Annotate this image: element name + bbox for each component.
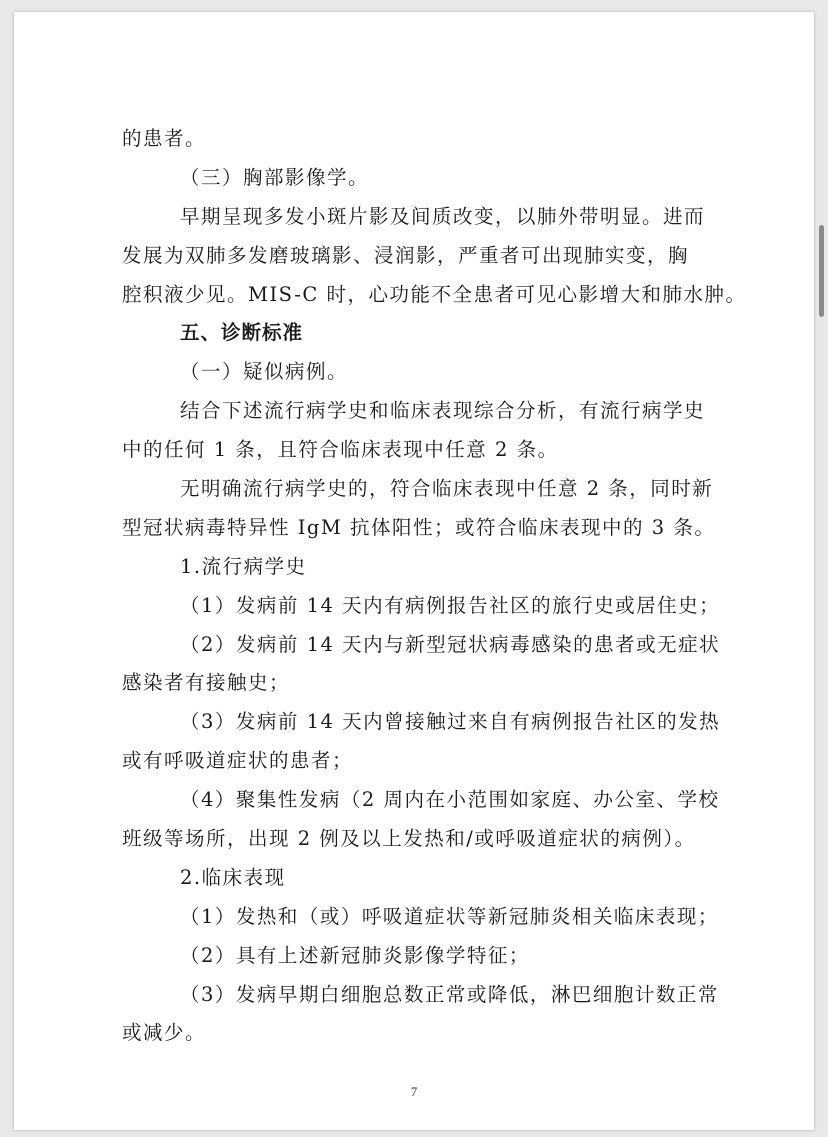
text-line: 中的任何 1 条，且符合临床表现中任意 2 条。 <box>122 438 559 462</box>
document-body <box>122 120 747 1053</box>
text-line: （一）疑似病例。 <box>180 360 349 384</box>
text-line: 无明确流行病学史的，符合临床表现中任意 2 条，同时新 <box>180 477 714 501</box>
text-line: 或减少。 <box>122 1021 207 1045</box>
scrollbar-thumb[interactable] <box>819 225 824 317</box>
text-line: 感染者有接触史； <box>122 671 291 695</box>
text-line: （3）发病早期白细胞总数正常或降低，淋巴细胞计数正常 <box>180 982 719 1006</box>
text-line: 型冠状病毒特异性 IgM 抗体阳性；或符合临床表现中的 3 条。 <box>122 515 716 539</box>
text-line: （三）胸部影像学。 <box>180 165 370 189</box>
text-line: 1.流行病学史 <box>180 554 307 578</box>
text-line: （2）发病前 14 天内与新型冠状病毒感染的患者或无症状 <box>180 632 721 656</box>
text-line: 结合下述流行病学史和临床表现综合分析，有流行病学史 <box>180 399 706 423</box>
text-line: 班级等场所，出现 2 例及以上发热和/或呼吸道症状的病例）。 <box>122 827 696 851</box>
text-line: 或有呼吸道症状的患者； <box>122 749 354 773</box>
page-number: 7 <box>410 1084 418 1099</box>
text-line: 早期呈现多发小斑片影及间质改变，以肺外带明显。进而 <box>180 204 706 228</box>
text-line: 发展为双肺多发磨玻璃影、浸润影，严重者可出现肺实变，胸 <box>122 243 690 267</box>
document-page <box>14 12 814 1130</box>
text-line: （3）发病前 14 天内曾接触过来自有病例报告社区的发热 <box>180 710 721 734</box>
text-line: （2）具有上述新冠肺炎影像学特征； <box>180 943 530 967</box>
text-line: 腔积液少见。MIS-C 时，心功能不全患者可见心影增大和肺水肿。 <box>122 282 747 306</box>
text-line: 的患者。 <box>122 127 207 150</box>
text-line: （1）发病前 14 天内有病例报告社区的旅行史或居住史； <box>180 593 721 617</box>
text-line: 2.临床表现 <box>180 865 286 889</box>
text-line: （1）发热和（或）呼吸道症状等新冠肺炎相关临床表现； <box>180 904 719 928</box>
text-line: （4）聚集性发病（2 周内在小范围如家庭、办公室、学校 <box>180 788 720 812</box>
section-heading: 五、诊断标准 <box>180 321 304 345</box>
